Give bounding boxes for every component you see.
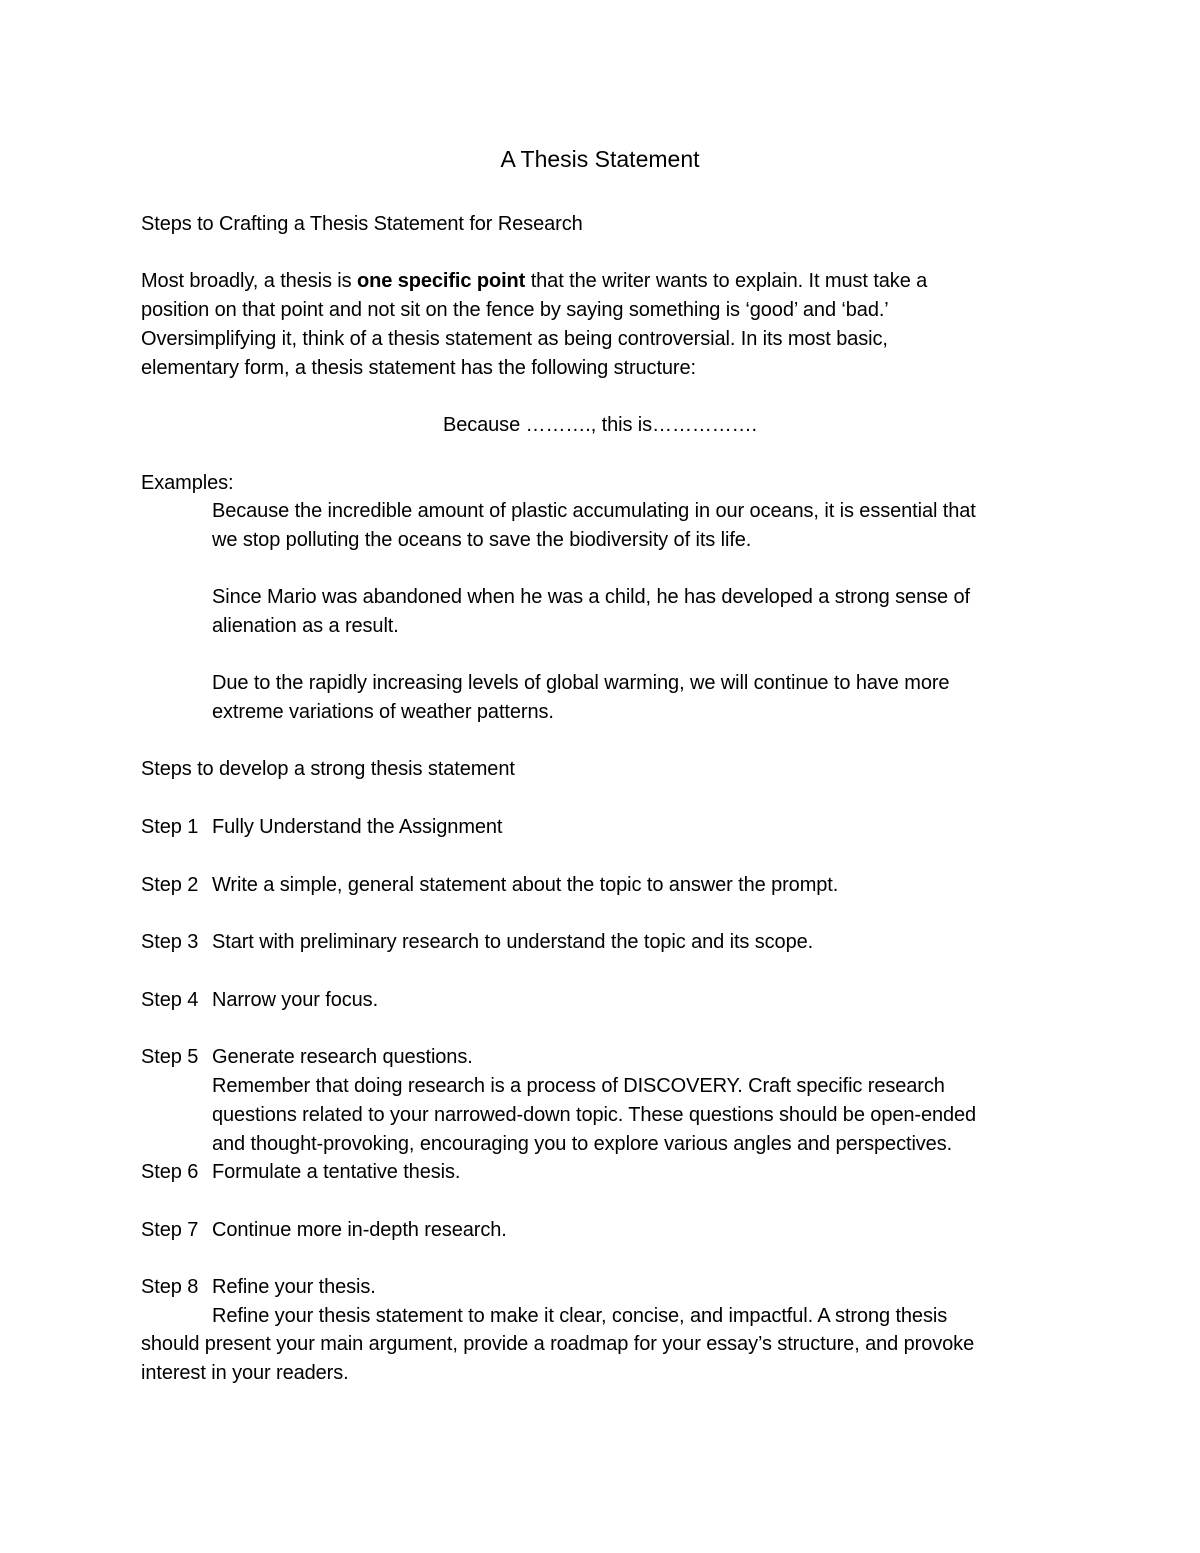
step-item [141,813,502,842]
step-8-detail-line-2: should present your main argument, provide a roadmap for your essay’s structure, and provoke [141,1333,975,1355]
example-1-line-1: Because the incredible amount of plastic accumulating in our oceans, it is essential that [212,500,976,522]
step-number: Step 6 [141,1161,199,1183]
step-number: Step 8 [141,1276,199,1298]
step-number: Step 3 [141,931,199,953]
step-number: Step 5 [141,1046,199,1068]
step-number: Step 7 [141,1219,199,1241]
step-text: Generate research questions. [212,1046,473,1068]
intro-line-1-post: that the writer wants to explain. It must take a [525,270,928,292]
intro-line-2: position on that point and not sit on the fence by saying something is ‘good’ and ‘bad.’ [141,299,889,321]
step-5-detail-line-2: questions related to your narrowed-down topic. These questions should be open-ended [212,1104,977,1126]
step-item [141,871,838,900]
intro-line-3: Oversimplifying it, think of a thesis statement as being controversial. In its most basic, [141,328,888,350]
example-2-line-2: alienation as a result. [212,615,399,637]
step-text: Formulate a tentative thesis. [212,1161,461,1183]
step-number: Step 4 [141,989,199,1011]
intro-line-4: elementary form, a thesis statement has the following structure: [141,357,696,379]
example-1-line-2: we stop polluting the oceans to save the biodiversity of its life. [212,529,752,551]
step-item [141,1043,473,1072]
step-number: Step 2 [141,874,199,896]
example-3-line-1: Due to the rapidly increasing levels of global warming, we will continue to have more [212,672,950,694]
step-text: Start with preliminary research to understand the topic and its scope. [212,931,814,953]
step-5-detail-line-3: and thought-provoking, encouraging you to explore various angles and perspectives. [212,1133,953,1155]
step-8-detail-line-3: interest in your readers. [141,1362,349,1384]
intro-emphasis: one specific point [357,270,526,292]
step-8-detail-line-1: Refine your thesis statement to make it clear, concise, and impactful. A strong thesis [212,1305,948,1327]
step-item [141,1273,376,1302]
step-item [141,986,378,1015]
step-text: Continue more in-depth research. [212,1219,507,1241]
document-title: A Thesis Statement [500,146,700,172]
intro-line-1 [141,267,927,296]
step-text: Narrow your focus. [212,989,379,1011]
step-item [141,928,813,957]
step-text: Fully Understand the Assignment [212,816,503,838]
step-number: Step 1 [141,816,199,838]
steps-heading: Steps to develop a strong thesis statement [141,758,515,780]
step-item [141,1158,460,1187]
example-2-line-1: Since Mario was abandoned when he was a child, he has developed a strong sense of [212,586,970,608]
step-5-detail-line-1: Remember that doing research is a process of DISCOVERY. Craft specific research [212,1075,945,1097]
intro-line-1-pre: Most broadly, a thesis is [141,270,358,292]
examples-heading: Examples: [141,472,234,494]
example-3-line-2: extreme variations of weather patterns. [212,701,554,723]
thesis-structure: Because ………., this is……………. [442,414,758,436]
step-text: Refine your thesis. [212,1276,376,1298]
step-text: Write a simple, general statement about the topic to answer the prompt. [212,874,839,896]
section-subtitle: Steps to Crafting a Thesis Statement for Research [141,213,583,235]
step-item [141,1216,507,1245]
